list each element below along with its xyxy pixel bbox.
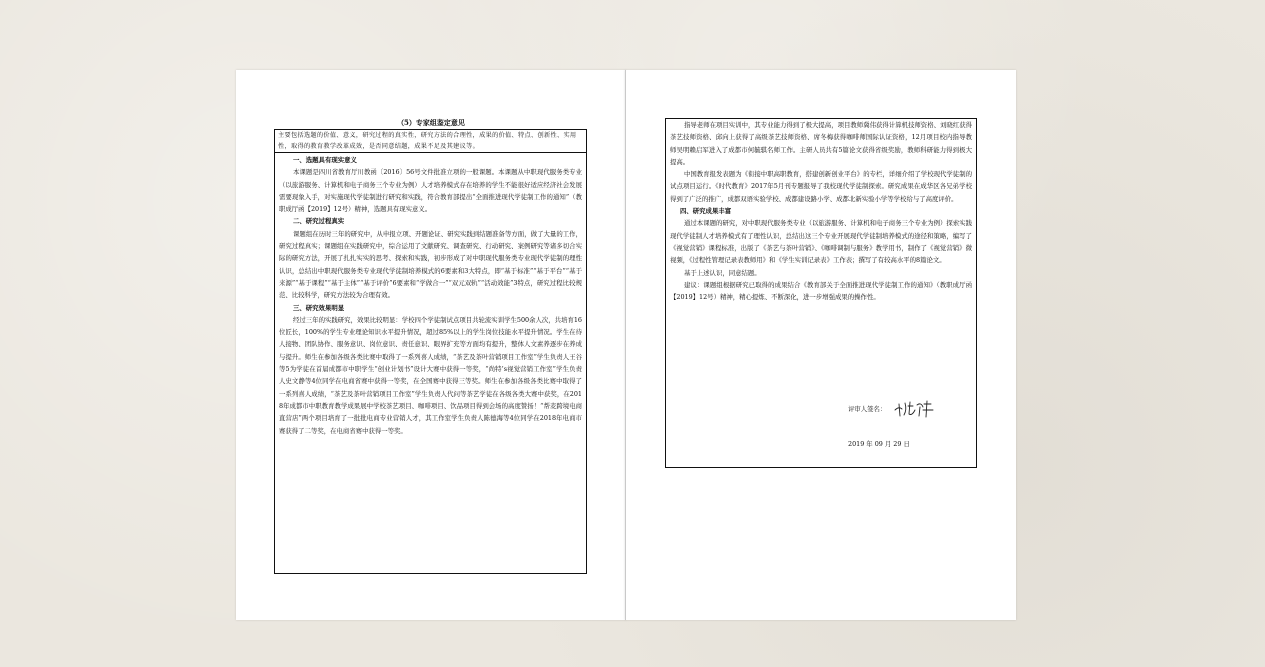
page-title: （5）专家组鉴定意见 xyxy=(397,118,465,127)
section-heading: 一、选题具有现实意义 xyxy=(293,156,357,164)
opinion-box xyxy=(274,129,587,574)
section-paragraph: 课题组在历时三年的研究中，从申报立项、开题论证、研究实践到结题准备等方面，做了大量的工作，研究过程真实；课题组在实践研究中，综合运用了文献研究、调查研究、行动研究、案例研究等诸多切合实际的研究方法，开展了扎扎实实的思考、探索和实践，初步形成了对中职现代服务类专业现代学徒制的理性认识，总结出中职现代服务类专业现代学徒制培养模式的6要素和3大特点，即“基于标准”“基于平台”“基于来源”“基于课程”“基于主体”“基于评价”6要素和“学做合一”“双元双轨”“活动效能”3特点，研究过程比较规范、比较科学，研究方法较为合理有效。 xyxy=(279,229,582,300)
reviewer-label: 评审人签名： xyxy=(848,405,887,413)
paragraph: 中国教育报发表题为《衔接中职高职教育，搭建创新创业平台》的专栏，详细介绍了学校现代学徒制的试点项目运行。《时代教育》2017年5月刊专题报导了我校现代学徒制探索。研究成果在成华区各兄弟学校得到了广泛的推广，成都双语实验学校、成都建设路小学、成都北新实验小学等学校给与了高度评价。 xyxy=(670,170,972,203)
right-page xyxy=(625,70,1016,620)
box-instructions: 主要包括选题的价值、意义，研究过程的真实性，研究方法的合理性，成果的价值、特点、创新性、实用性，取得的教育教学改革成效，是否同意结题，成果不足及其建议等。 xyxy=(275,130,586,153)
paragraph: 建议：课题组根据研究已取得的成果结合《教育部关于全面推进现代学徒制工作的通知》（教职成厅函【2019】12号）精神，精心提炼、不断深化，进一步增强成果的操作性。 xyxy=(670,280,972,302)
section-heading: 三、研究效果明显 xyxy=(293,303,345,312)
section-heading: 四、研究成果丰富 xyxy=(680,207,732,216)
paragraph: 通过本课题的研究，对中职现代服务类专业（以旅游服务、计算机和电子商务三个专业为例）探索实践现代学徒制人才培养模式有了理性认识，总结出这三个专业开展现代学徒制培养模式的途径和策略，编写了《视觉营销》课程标准，出版了《茶艺与茶叶营销》、《咖啡调制与服务》教学用书，制作了《视觉营销》微视频，《过程性管理记录表教师用》和《学生实训记录表》工作表；撰写了有较高水平的8篇论文。 xyxy=(670,219,972,265)
paragraph: 指导老师在项目实训中，其专业能力得到了极大提高，项目教师冀伟获得计算机技师资格、刘晓红获得茶艺技师资格、邱向上获得了高级茶艺技师资格、席冬梅获得咖啡师国际认证资格，12月项目校内指导教师吴明赖启军进入了成都市何毓骐名师工作。主研人员共有5篇论文获得省级奖励，教师科研能力得到极大提高。 xyxy=(670,121,972,166)
opinion-body xyxy=(275,153,586,437)
paragraph: 基于上述认识，同意结题。 xyxy=(684,268,761,277)
handwritten-signature xyxy=(893,398,937,420)
section-paragraph: 本课题是四川省教育厅川教函〔2016〕56号文件批准立项的一般课题。本课题从中职现代服务类专业（以旅游服务、计算机和电子商务三个专业为例）人才培养模式存在培养的学生不能很好适应经济社会发展需要现象入手，对实施现代学徒制进行研究和实践，符合教育部提出“全面推进现代学徒制工作的通知”（教职成厅函【2019】12号）精神，选题具有现实意义。 xyxy=(279,168,582,214)
review-date: 2019 年 09 月 29 日 xyxy=(848,440,910,448)
opinion-box-continued xyxy=(665,118,977,468)
section-heading: 二、研究过程真实 xyxy=(293,217,345,226)
opinion-body-continued xyxy=(666,119,976,303)
left-page xyxy=(236,70,626,620)
section-paragraph: 经过三年的实践研究，效果比较明显：学校四个学徒制试点项目共轮流实训学生500余人次，共培育16位匠长，100%的学生专业理论知识水平提升情况，超过85%以上的学生岗位技能水平提升情况。学生在待人接物、团队协作、服务意识、岗位意识、责任意识、眼界扩充等方面均有提升，整体人文素养逐步在养成与提升。师生在参加各级各类比赛中取得了一系列喜人成绩，“茶艺及茶叶营销项目工作室”学生负责人王谷等5为学徒在首届成都市中职学生“创业计划书”设计大赛中获得一等奖，“尚特’s视觉营销工作室”学生负责人史文静等4位同学在电商省赛中获得一等奖，在全国赛中获得三等奖。师生在参加各级各类比赛中取得了一系列喜人成绩，“茶艺及茶叶营销项目工作室”学生负责人代问等茶艺学徒在各级各类大赛中获奖，在2018年成都市中职教育教学成果展中学校茶艺项目、咖啡项目、饮品项目得到会场的高度赞扬！“帮麦跨境电商直营店”两个项目培育了一批批电商专业营销人才，其工作室学生负责人陈德海等4位同学在2018年电商市赛获得了二等奖，在电商省赛中获得一等奖。 xyxy=(279,315,582,435)
